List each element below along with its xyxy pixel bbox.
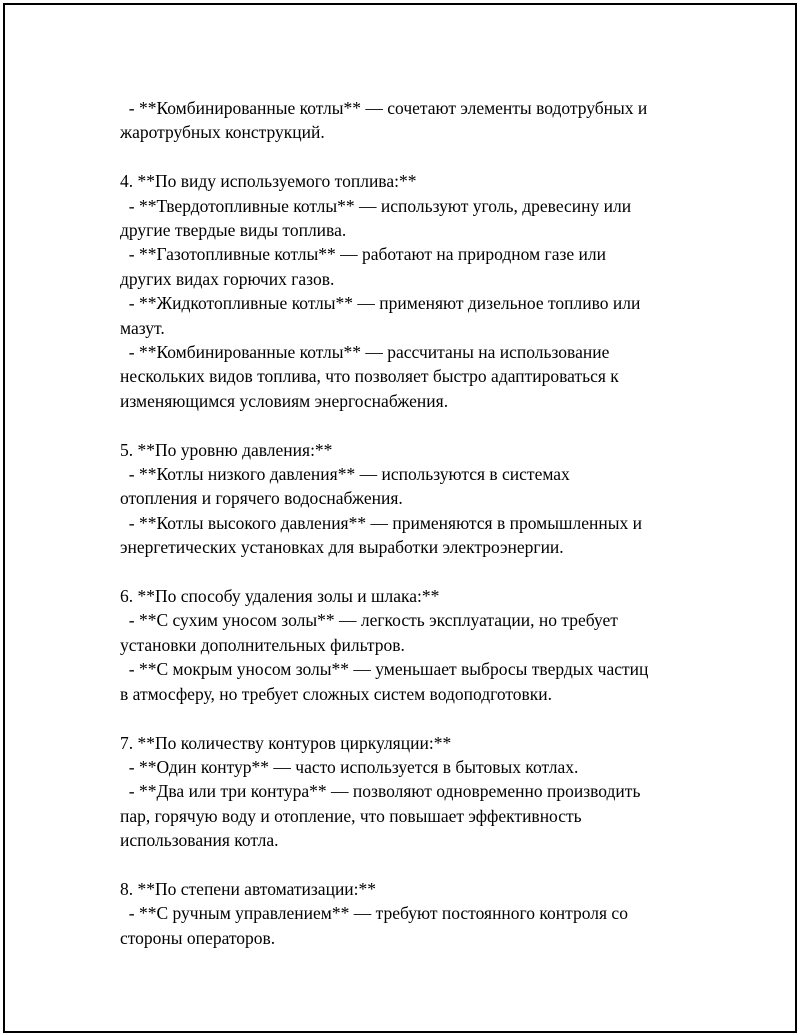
paragraph-spacer [120,706,720,730]
paragraph [120,901,720,950]
paragraph-spacer [120,413,720,437]
paragraph [120,438,720,462]
text-line: - **Котлы высокого давления** — применяются в промышленных и [120,512,642,533]
paragraph [120,731,720,755]
paragraph [120,242,720,291]
text-line: стороны операторов. [120,927,276,948]
paragraph-spacer [120,853,720,877]
text-line: 6. **По способу удаления золы и шлака:** [120,586,440,607]
text-line: нескольких видов топлива, что позволяет быстро адаптироваться к [120,366,619,387]
paragraph [120,584,720,608]
document-body [120,96,720,950]
page-frame [3,3,797,1033]
text-line: энергетических установках для выработки электроэнергии. [120,537,564,558]
text-line: другие твердые виды топлива. [120,220,347,241]
paragraph-spacer [120,560,720,584]
text-line: изменяющимся условиям энергоснабжения. [120,390,449,411]
paragraph [120,755,720,779]
text-line: - **Один контур** — часто используется в бытовых котлах. [120,756,579,777]
text-line: других видах горючих газов. [120,268,335,289]
text-line: - **Комбинированные котлы** — сочетают элементы водотрубных и [120,98,648,118]
paragraph [120,511,720,560]
text-line: жаротрубных конструкций. [120,122,325,143]
paragraph [120,657,720,706]
text-line: 5. **По уровню давления:** [120,439,333,460]
paragraph [120,779,720,852]
paragraph [120,169,720,193]
paragraph [120,194,720,243]
paragraph [120,340,720,413]
text-line: - **Котлы низкого давления** — используются в системах [120,464,570,485]
text-line: установки дополнительных фильтров. [120,634,405,655]
text-line: - **Твердотопливные котлы** — используют уголь, древесину или [120,195,632,216]
text-line: 4. **По виду используемого топлива:** [120,171,417,192]
text-line: - **С мокрым уносом золы** — уменьшает выбросы твердых частиц [120,659,649,680]
text-line: - **С ручным управлением** — требуют постоянного контроля со [120,903,628,924]
paragraph [120,462,720,511]
paragraph-spacer [120,145,720,169]
text-line: 7. **По количеству контуров циркуляции:** [120,732,452,753]
text-line: отопления и горячего водоснабжения. [120,488,403,509]
text-line: 8. **По степени автоматизации:** [120,878,377,899]
paragraph [120,608,720,657]
paragraph [120,877,720,901]
text-line: - **Два или три контура** — позволяют одновременно производить [120,781,641,802]
text-line: в атмосферу, но требует сложных систем водоподготовки. [120,683,553,704]
paragraph [120,291,720,340]
text-line: - **Жидкотопливные котлы** — применяют дизельное топливо или [120,293,641,314]
text-line: мазут. [120,317,165,338]
text-line: - **Комбинированные котлы** — рассчитаны на использование [120,342,610,363]
text-line: - **Газотопливные котлы** — работают на природном газе или [120,244,606,265]
text-line: пар, горячую воду и отопление, что повышает эффективность [120,805,582,826]
paragraph [120,96,720,145]
text-line: использования котла. [120,830,279,851]
text-line: - **С сухим уносом золы** — легкость эксплуатации, но требует [120,610,618,631]
